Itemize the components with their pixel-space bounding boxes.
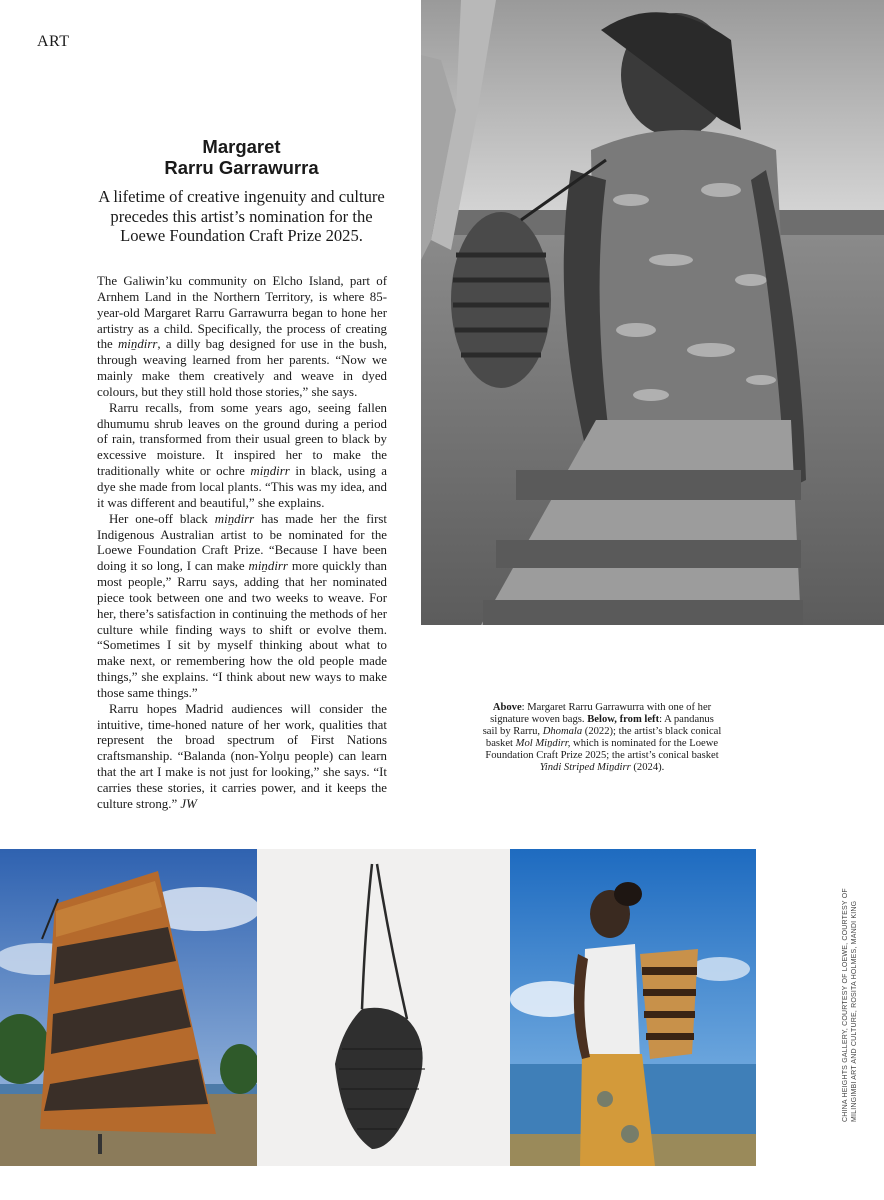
caption-text: (2022); the artist’s black conical basket — [485, 725, 722, 749]
credit-line-1: CHINA HEIGHTS GALLERY, COURTESY OF LOEWE, COURTESY OF — [842, 888, 849, 1122]
main-portrait-photo — [421, 0, 884, 625]
text-run: in black, using a dye she made from local plants. “This was my idea, and it was different and beautiful,” she explains. — [97, 464, 387, 510]
title-line-2: Rarru Garrawurra — [164, 157, 319, 178]
pandanus-sail-photo — [0, 849, 257, 1166]
caption-above-label: Above — [492, 702, 522, 713]
black-basket-photo — [257, 849, 510, 1166]
article-body — [97, 274, 387, 813]
term-mindirr: miṉdirr — [214, 511, 255, 526]
paragraph-1 — [97, 274, 387, 401]
text-run: Her one-off black — [109, 511, 215, 526]
photo-caption — [482, 702, 722, 773]
artwork-title: Mol Miṉdirr, — [515, 737, 571, 749]
credit-line-2: MILINGIMBI ART AND CULTURE, ROSITA HOLMES, MANDI KING — [850, 900, 858, 1122]
photo-credits — [842, 882, 859, 1122]
standfirst: A lifetime of creative ingenuity and culture precedes this artist’s nomination for the Loewe Foundation Craft Prize 2025. — [98, 187, 385, 246]
caption-text: which is nominated for the Loewe Foundation Craft Prize 2025; the artist’s conical basket — [485, 737, 719, 761]
text-run: The Galiwin’ku community on Elcho Island, part of Arnhem Land in the Northern Territory, is where 85-year-old Margaret Rarru Garrawurra began to hone her artistry as a child. Specifically, the process of creating the — [97, 274, 387, 352]
paragraph-3 — [97, 512, 387, 702]
paragraph-4 — [97, 702, 387, 813]
text-run: more quickly than most people,” Rarru says, adding that her nominated piece took between one and two weeks to weave. For her, there’s satisfaction in continuing the methods of her culture while finding ways to shift or evolve them. “Sometimes I sit by myself thinking about what to make next, or remembering how the old people made things,” she explains. “I think about new ways to make those same things.” — [97, 559, 387, 700]
text-run: Rarru hopes Madrid audiences will consider the intuitive, time-honed nature of her work, qualities that represent the broad spectrum of First Nations craftsmanship. “Balanda (non-Yolŋu people) can learn that the art I make is not just for looking,” she says. “It carries these stories, it carries power, and it keeps the culture strong.” — [97, 701, 387, 811]
caption-text: : Margaret Rarru Garrawurra with one of her signature woven bags. — [490, 702, 712, 725]
title-line-1: Margaret — [202, 136, 281, 157]
caption-text: : A pandanus sail by Rarru, — [482, 713, 714, 737]
text-run: Rarru recalls, from some years ago, seeing fallen dhumumu shrub leaves on the ground during a period of rain, transformed from their usual green to black by excessive moisture. It inspired her to make the traditionally white or ochre — [97, 400, 387, 479]
author-initials: JW — [180, 796, 197, 811]
striped-basket-photo — [510, 849, 756, 1166]
term-mindirr: miṉdirr — [248, 559, 288, 574]
paragraph-2 — [97, 401, 387, 512]
artwork-title: Dhomala — [542, 725, 583, 737]
artwork-title: Yindi Striped Miṉdirr — [539, 761, 631, 773]
term-mindirr: miṉdirr — [250, 464, 290, 479]
article-title — [95, 136, 388, 178]
caption-text: (2024). — [630, 761, 665, 773]
term-mindirr: miṉdirr — [117, 337, 158, 352]
caption-below-label: Below, from left — [587, 713, 660, 725]
text-run: has made her the first Indigenous Australian artist to be nominated for the Loewe Foundation Craft Prize. “Because I have been doing it so long, I can make — [97, 511, 388, 574]
section-label: ART — [37, 33, 70, 50]
text-run: , a dilly bag designed for use in the bush, through weaving learned from her parents. “Now we mainly make them creatively and weave in dyed colours, but they still hold those stories,” she says. — [97, 337, 387, 399]
